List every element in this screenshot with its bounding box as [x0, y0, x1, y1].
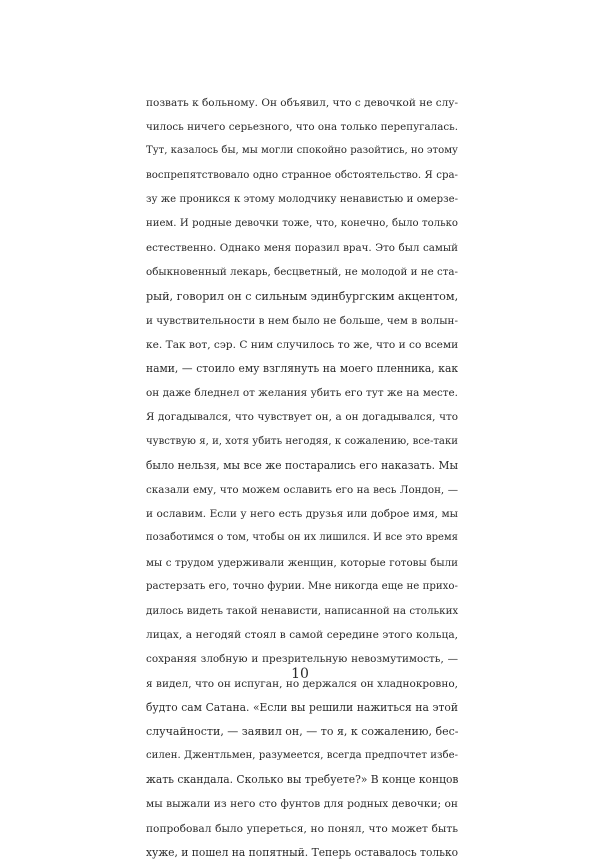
text-line: было нельзя, мы все же постарались его наказать. Мы: [146, 458, 458, 472]
text-line: будто сам Сатана. «Если вы решили нажиться на этой: [146, 700, 458, 714]
page-number: 10: [291, 666, 309, 682]
text-line: обыкновенный лекарь, бесцветный, не молодой и не ста-: [146, 266, 459, 279]
text-line: нами, — стоило ему взглянуть на моего пленника, как: [146, 362, 458, 376]
text-line: случайности, — заявил он, — то я, к сожалению, бес-: [146, 724, 459, 738]
text-line: и ославим. Если у него есть друзья или доброе имя, мы: [146, 508, 458, 521]
text-line: позвать к больному. Он объявил, что с девочкой не слу-: [146, 97, 459, 109]
text-line: нием. И родные девочки тоже, что, конечно, было только: [146, 217, 458, 229]
text-line: растерзать его, точно фурии. Мне никогда еще не прихо-: [146, 580, 458, 592]
text-line: лицах, а негодяй стоял в самой середине этого кольца,: [146, 629, 458, 642]
text-line: зу же проникся к этому молодчику ненавистью и омерзе-: [146, 193, 458, 205]
text-line: хуже, и пошел на попятный. Теперь оставалось только: [146, 845, 459, 859]
text-line: силен. Джентльмен, разумеется, всегда предпочтет избе-: [146, 750, 458, 762]
text-line: он даже бледнел от желания убить его тут же на месте.: [146, 387, 458, 400]
text-line: попробовал было упереться, но понял, что может быть: [146, 822, 458, 835]
text-line: жать скандала. Сколько вы требуете?» В конце концов: [146, 773, 459, 787]
text-line: сохраняя злобную и презрительную невозмутимость, —: [146, 653, 458, 666]
text-line: чилось ничего серьезного, что она только перепугалась.: [146, 121, 458, 134]
text-line: позаботимся о том, чтобы он их лишился. И все это время: [146, 532, 458, 544]
text-line: Тут, казалось бы, мы могли спокойно разойтись, но этому: [146, 145, 458, 157]
text-line: ке. Так вот, сэр. С ним случилось то же, что и со всеми: [146, 338, 459, 351]
text-line: Я догадывался, что чувствует он, а он догадывался, что: [146, 411, 458, 424]
text-line: сказали ему, что можем ославить его на весь Лондон, —: [146, 484, 458, 496]
text-line: мы с трудом удерживали женщин, которые готовы были: [146, 556, 458, 569]
text-line: рый, говорил он с сильным эдинбургским акцентом,: [146, 289, 459, 303]
text-line: и чувствительности в нем было не больше, чем в волын-: [146, 314, 458, 327]
text-line: чувствую я, и, хотя убить негодяя, к сожалению, все-таки: [146, 435, 458, 447]
text-line: мы выжали из него сто фунтов для родных девочки; он: [146, 798, 458, 811]
text-line: естественно. Однако меня поразил врач. Это был самый: [146, 242, 458, 255]
text-line: воспрепятствовало одно странное обстоятельство. Я сра-: [146, 169, 458, 181]
body-text: [146, 91, 458, 865]
text-line: дилось видеть такой ненависти, написанной на стольких: [146, 604, 459, 617]
text-line: я видел, что он испуган, но держался он хладнокровно,: [146, 677, 458, 690]
